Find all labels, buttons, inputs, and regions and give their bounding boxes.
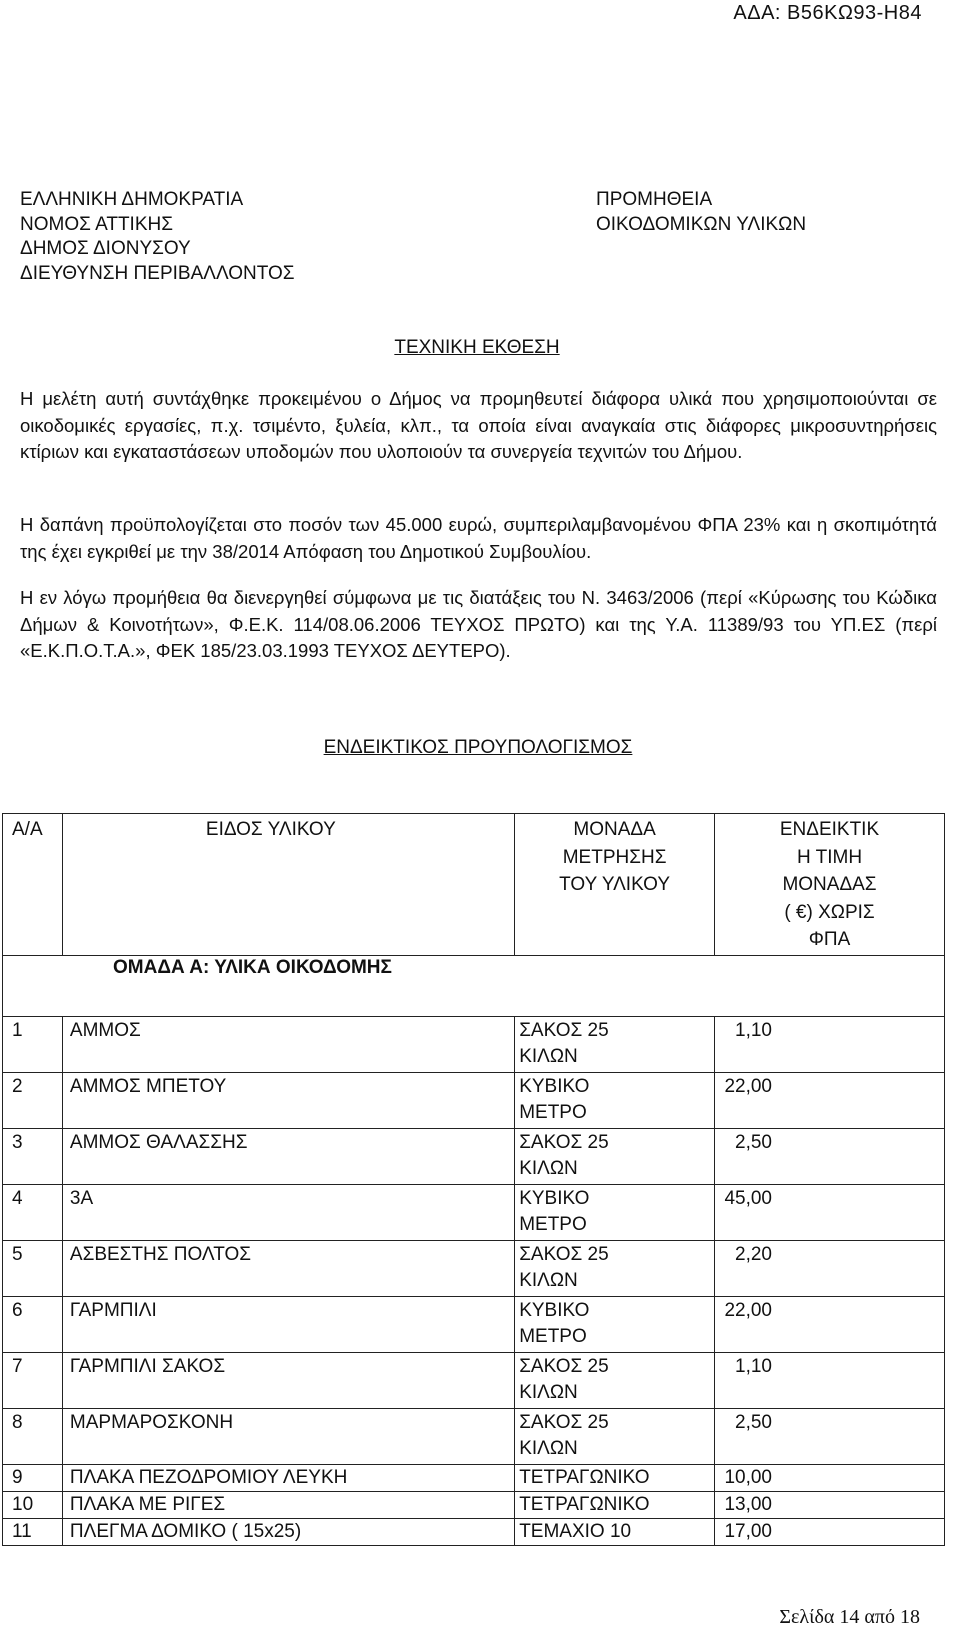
row-price: 2,20 bbox=[715, 1240, 945, 1296]
header-unit: ΜΟΝΑΔΑ ΜΕΤΡΗΣΗΣ ΤΟΥ ΥΛΙΚΟΥ bbox=[515, 814, 715, 956]
ada-code: ΑΔΑ: Β56ΚΩ93-Η84 bbox=[733, 2, 922, 24]
row-number: 8 bbox=[3, 1408, 63, 1464]
row-number: 10 bbox=[3, 1491, 63, 1518]
row-unit: ΚΥΒΙΚΟ ΜΕΤΡΟ bbox=[515, 1072, 715, 1128]
table-row bbox=[3, 1464, 945, 1491]
budget-table bbox=[2, 813, 945, 1546]
row-material: ΓΑΡΜΠΙΛΙ ΣΑΚΟΣ bbox=[62, 1352, 514, 1408]
budget-title: ΕΝΔΕΙΚΤΙΚΟΣ ΠΡΟΥΠΟΛΟΓΙΣΜΟΣ bbox=[323, 737, 633, 758]
row-price: 22,00 bbox=[715, 1072, 945, 1128]
row-price: 22,00 bbox=[715, 1296, 945, 1352]
row-material: ΠΛΑΚΑ ΠΕΖΟΔΡΟΜΙΟΥ ΛΕΥΚΗ bbox=[62, 1464, 514, 1491]
row-unit: ΤΕΜΑΧΙΟ 10 bbox=[515, 1518, 715, 1545]
table-row bbox=[3, 1072, 945, 1128]
table-row bbox=[3, 1491, 945, 1518]
row-number: 1 bbox=[3, 1016, 63, 1072]
row-number: 11 bbox=[3, 1518, 63, 1545]
issuer-line: ΕΛΛΗΝΙΚΗ ΔΗΜΟΚΡΑΤΙΑ bbox=[20, 189, 244, 210]
table-row bbox=[3, 1518, 945, 1545]
row-material: ΑΜΜΟΣ bbox=[62, 1016, 514, 1072]
row-material: ΑΣΒΕΣΤΗΣ ΠΟΛΤΟΣ bbox=[62, 1240, 514, 1296]
table-row bbox=[3, 1184, 945, 1240]
row-unit: ΚΥΒΙΚΟ ΜΕΤΡΟ bbox=[515, 1184, 715, 1240]
row-unit: ΣΑΚΟΣ 25 ΚΙΛΩΝ bbox=[515, 1408, 715, 1464]
row-material: ΜΑΡΜΑΡΟΣΚΟΝΗ bbox=[62, 1408, 514, 1464]
row-price: 45,00 bbox=[715, 1184, 945, 1240]
table-row bbox=[3, 1352, 945, 1408]
table-row bbox=[3, 1240, 945, 1296]
row-price: 2,50 bbox=[715, 1128, 945, 1184]
row-unit: ΤΕΤΡΑΓΩΝΙΚΟ bbox=[515, 1491, 715, 1518]
row-material: ΠΛΑΚΑ ΜΕ ΡΙΓΕΣ bbox=[62, 1491, 514, 1518]
row-number: 6 bbox=[3, 1296, 63, 1352]
row-price: 17,00 bbox=[715, 1518, 945, 1545]
row-unit: ΣΑΚΟΣ 25 ΚΙΛΩΝ bbox=[515, 1016, 715, 1072]
row-unit: ΚΥΒΙΚΟ ΜΕΤΡΟ bbox=[515, 1296, 715, 1352]
paragraph-legal: Η εν λόγω προμήθεια θα διενεργηθεί σύμφωνα με τις διατάξεις του Ν. 3463/2006 (περί «Κύρωσης του Κώδικα Δήμων & Κοινοτήτων», Φ.Ε.Κ. 114/08.06.2006 ΤΕΥΧΟΣ ΠΡΩΤΟ) και της Υ.Α. 11389/93 του ΥΠ.ΕΣ (περί «Ε.Κ.Π.Ο.Τ.Α.», ΦΕΚ 185/23.03.1993 ΤΕΥΧΟΣ ΔΕΥΤΕΡΟ). bbox=[20, 587, 937, 662]
row-unit: ΣΑΚΟΣ 25 ΚΙΛΩΝ bbox=[515, 1128, 715, 1184]
row-unit: ΤΕΤΡΑΓΩΝΙΚΟ bbox=[515, 1464, 715, 1491]
page-number: Σελίδα 14 από 18 bbox=[779, 1606, 920, 1628]
paragraph-cost: Η δαπάνη προϋπολογίζεται στο ποσόν των 45.000 ευρώ, συμπεριλαμβανομένου ΦΠΑ 23% και η σκοπιμότητά της έχει εγκριθεί με την 38/2014 Απόφαση του Δημοτικού Συμβουλίου. bbox=[20, 514, 937, 562]
header-aa: Α/Α bbox=[3, 814, 63, 956]
header-price: ΕΝΔΕΙΚΤΙΚ Η ΤΙΜΗ ΜΟΝΑΔΑΣ ( €) ΧΩΡΙΣ ΦΠΑ bbox=[715, 814, 945, 956]
group-row bbox=[3, 955, 945, 1016]
row-price: 13,00 bbox=[715, 1491, 945, 1518]
row-number: 5 bbox=[3, 1240, 63, 1296]
row-price: 2,50 bbox=[715, 1408, 945, 1464]
paragraph-purpose: Η μελέτη αυτή συντάχθηκε προκειμένου ο Δήμος να προμηθευτεί διάφορα υλικά που χρησιμοποιούνται σε οικοδομικές εργασίες, π.χ. τσιμέντο, ξυλεία, κλπ., τα οποία είναι αναγκαία στις διάφορες μικροσυντηρήσεις κτίριων και εγκαταστάσεων υποδομών που υλοποιούν τα συνεργεία τεχνιτών του Δήμου. bbox=[20, 388, 937, 463]
row-price: 10,00 bbox=[715, 1464, 945, 1491]
row-unit: ΣΑΚΟΣ 25 ΚΙΛΩΝ bbox=[515, 1352, 715, 1408]
report-title: ΤΕΧΝΙΚΗ ΕΚΘΕΣΗ bbox=[394, 337, 560, 358]
subject-line: ΟΙΚΟΔΟΜΙΚΩΝ ΥΛΙΚΩΝ bbox=[596, 213, 807, 235]
row-number: 4 bbox=[3, 1184, 63, 1240]
row-number: 3 bbox=[3, 1128, 63, 1184]
issuer-header bbox=[20, 188, 295, 286]
row-material: ΑΜΜΟΣ ΜΠΕΤΟΥ bbox=[62, 1072, 514, 1128]
row-unit: ΣΑΚΟΣ 25 ΚΙΛΩΝ bbox=[515, 1240, 715, 1296]
row-number: 7 bbox=[3, 1352, 63, 1408]
table-header-row bbox=[3, 814, 945, 956]
table-row bbox=[3, 1296, 945, 1352]
row-material: ΑΜΜΟΣ ΘΑΛΑΣΣΗΣ bbox=[62, 1128, 514, 1184]
table-row bbox=[3, 1408, 945, 1464]
row-material: ΠΛΕΓΜΑ ΔΟΜΙΚΟ ( 15x25) bbox=[62, 1518, 514, 1545]
table-row bbox=[3, 1016, 945, 1072]
subject-line: ΠΡΟΜΗΘΕΙΑ bbox=[596, 189, 713, 210]
group-title: ΟΜΑΔΑ Α: ΥΛΙΚΑ ΟΙΚΟΔΟΜΗΣ bbox=[3, 955, 945, 1016]
row-material: 3Α bbox=[62, 1184, 514, 1240]
row-number: 9 bbox=[3, 1464, 63, 1491]
subject-header bbox=[596, 188, 806, 237]
issuer-line: ΔΙΕΥΘΥΝΣΗ ΠΕΡΙΒΑΛΛΟΝΤΟΣ bbox=[20, 262, 295, 284]
table-row bbox=[3, 1128, 945, 1184]
row-price: 1,10 bbox=[715, 1016, 945, 1072]
row-number: 2 bbox=[3, 1072, 63, 1128]
issuer-line: ΔΗΜΟΣ ΔΙΟΝΥΣΟΥ bbox=[20, 238, 191, 259]
header-material: ΕΙΔΟΣ ΥΛΙΚΟΥ bbox=[62, 814, 514, 956]
issuer-line: ΝΟΜΟΣ ΑΤΤΙΚΗΣ bbox=[20, 213, 173, 235]
row-price: 1,10 bbox=[715, 1352, 945, 1408]
row-material: ΓΑΡΜΠΙΛΙ bbox=[62, 1296, 514, 1352]
